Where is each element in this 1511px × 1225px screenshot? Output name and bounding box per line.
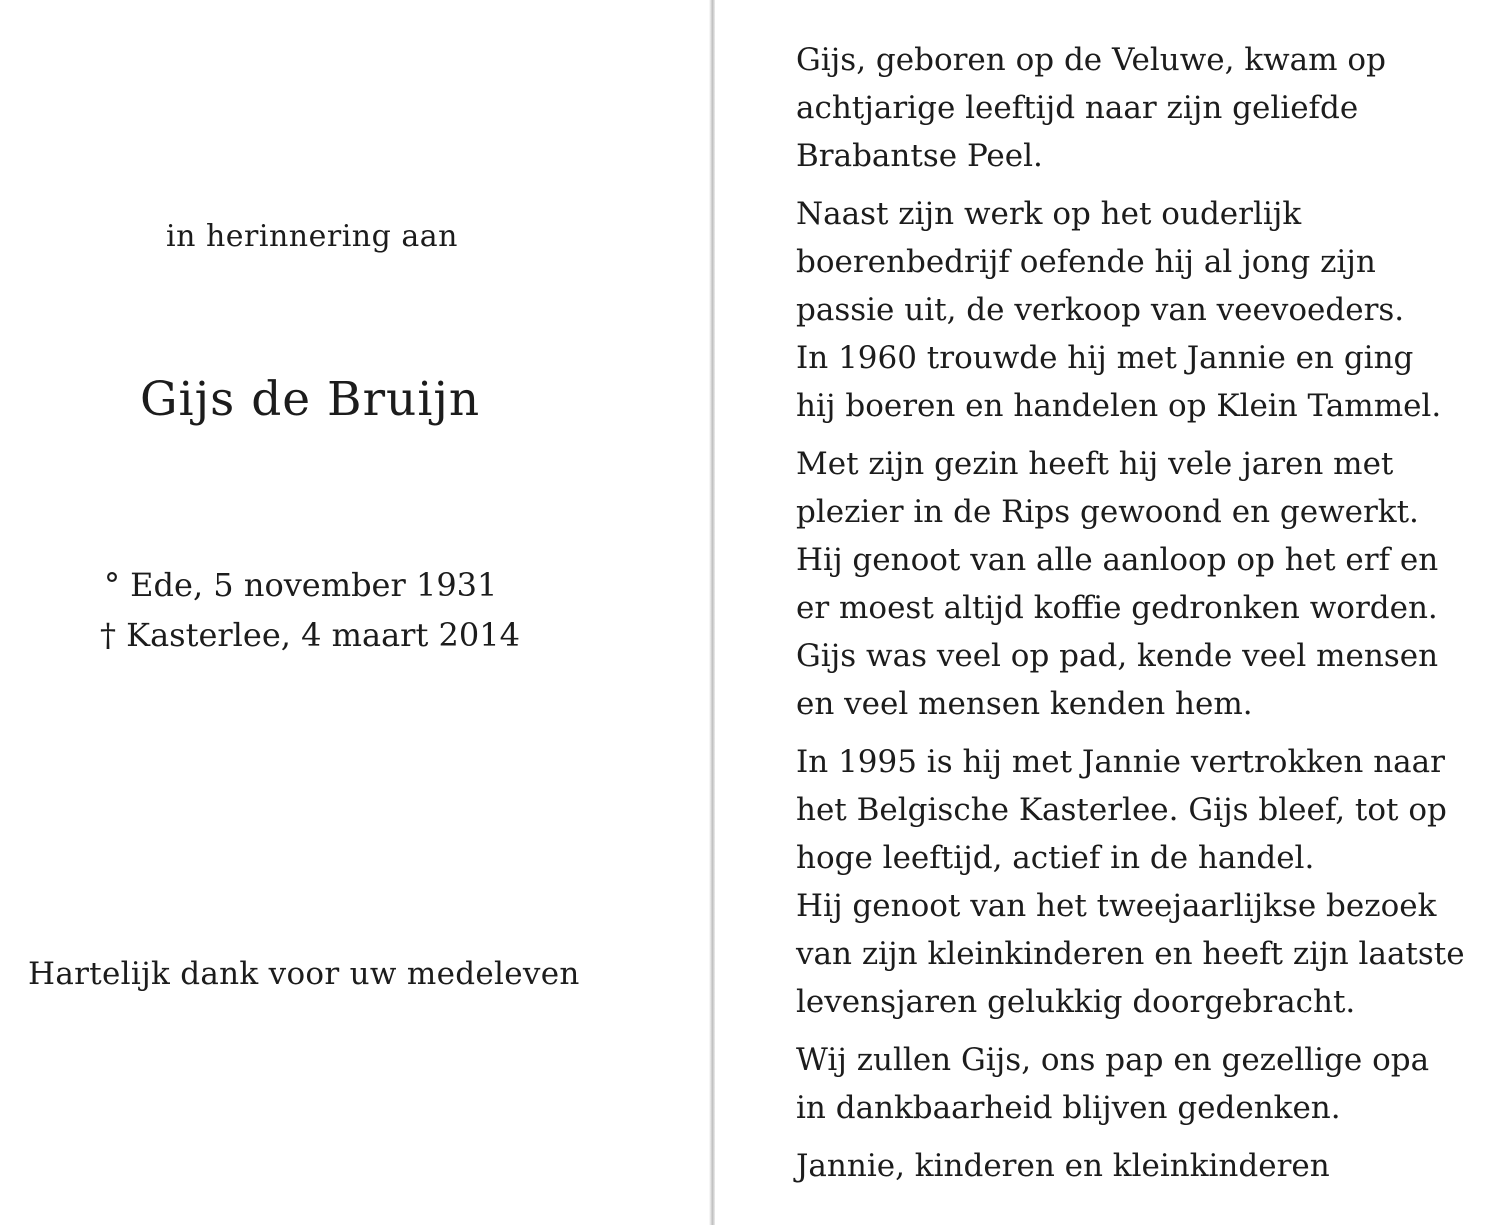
text-line: Gijs was veel op pad, kende veel mensen <box>796 638 1439 674</box>
memorial-text <box>796 36 1486 1200</box>
text-line: er moest altijd koffie gedronken worden. <box>796 590 1438 626</box>
text-line: in dankbaarheid blijven gedenken. <box>796 1090 1341 1126</box>
text-line: achtjarige leeftijd naar zijn geliefde <box>796 90 1359 126</box>
text-line: en veel mensen kenden hem. <box>796 686 1253 722</box>
text-line: boerenbedrijf oefende hij al jong zijn <box>796 244 1376 280</box>
paragraph <box>796 738 1486 1026</box>
text-line: Hij genoot van alle aanloop op het erf en <box>796 542 1439 578</box>
text-line: In 1995 is hij met Jannie vertrokken naar <box>796 744 1445 780</box>
death-date: † Kasterlee, 4 maart 2014 <box>100 616 520 654</box>
life-dates <box>100 560 520 660</box>
text-line: het Belgische Kasterlee. Gijs bleef, tot op <box>796 792 1447 828</box>
text-line: levensjaren gelukkig doorgebracht. <box>796 984 1356 1020</box>
paragraph <box>796 440 1486 728</box>
in-memory-heading: in herinnering aan <box>166 219 458 254</box>
paragraph <box>796 1036 1486 1132</box>
text-line: Brabantse Peel. <box>796 138 1043 174</box>
text-line: Naast zijn werk op het ouderlijk <box>796 196 1302 232</box>
text-line: plezier in de Rips gewoond en gewerkt. <box>796 494 1419 530</box>
text-line: Hij genoot van het tweejaarlijkse bezoek <box>796 888 1437 924</box>
paragraph <box>796 36 1486 180</box>
signature-text: Jannie, kinderen en kleinkinderen <box>796 1148 1330 1184</box>
left-card-page <box>0 0 712 1225</box>
text-line: van zijn kleinkinderen en heeft zijn laatste <box>796 936 1465 972</box>
text-line: Gijs, geboren op de Veluwe, kwam op <box>796 42 1386 78</box>
thanks-note: Hartelijk dank voor uw medeleven <box>28 956 580 992</box>
birth-date: ° Ede, 5 november 1931 <box>104 566 498 604</box>
paragraph <box>796 190 1486 430</box>
text-line: Met zijn gezin heeft hij vele jaren met <box>796 446 1394 482</box>
text-line: hij boeren en handelen op Klein Tammel. <box>796 388 1442 424</box>
signature <box>796 1142 1486 1190</box>
deceased-name: Gijs de Bruijn <box>140 372 481 427</box>
text-line: hoge leeftijd, actief in de handel. <box>796 840 1315 876</box>
text-line: passie uit, de verkoop van veevoeders. <box>796 292 1405 328</box>
text-line: In 1960 trouwde hij met Jannie en ging <box>796 340 1414 376</box>
text-line: Wij zullen Gijs, ons pap en gezellige opa <box>796 1042 1430 1078</box>
